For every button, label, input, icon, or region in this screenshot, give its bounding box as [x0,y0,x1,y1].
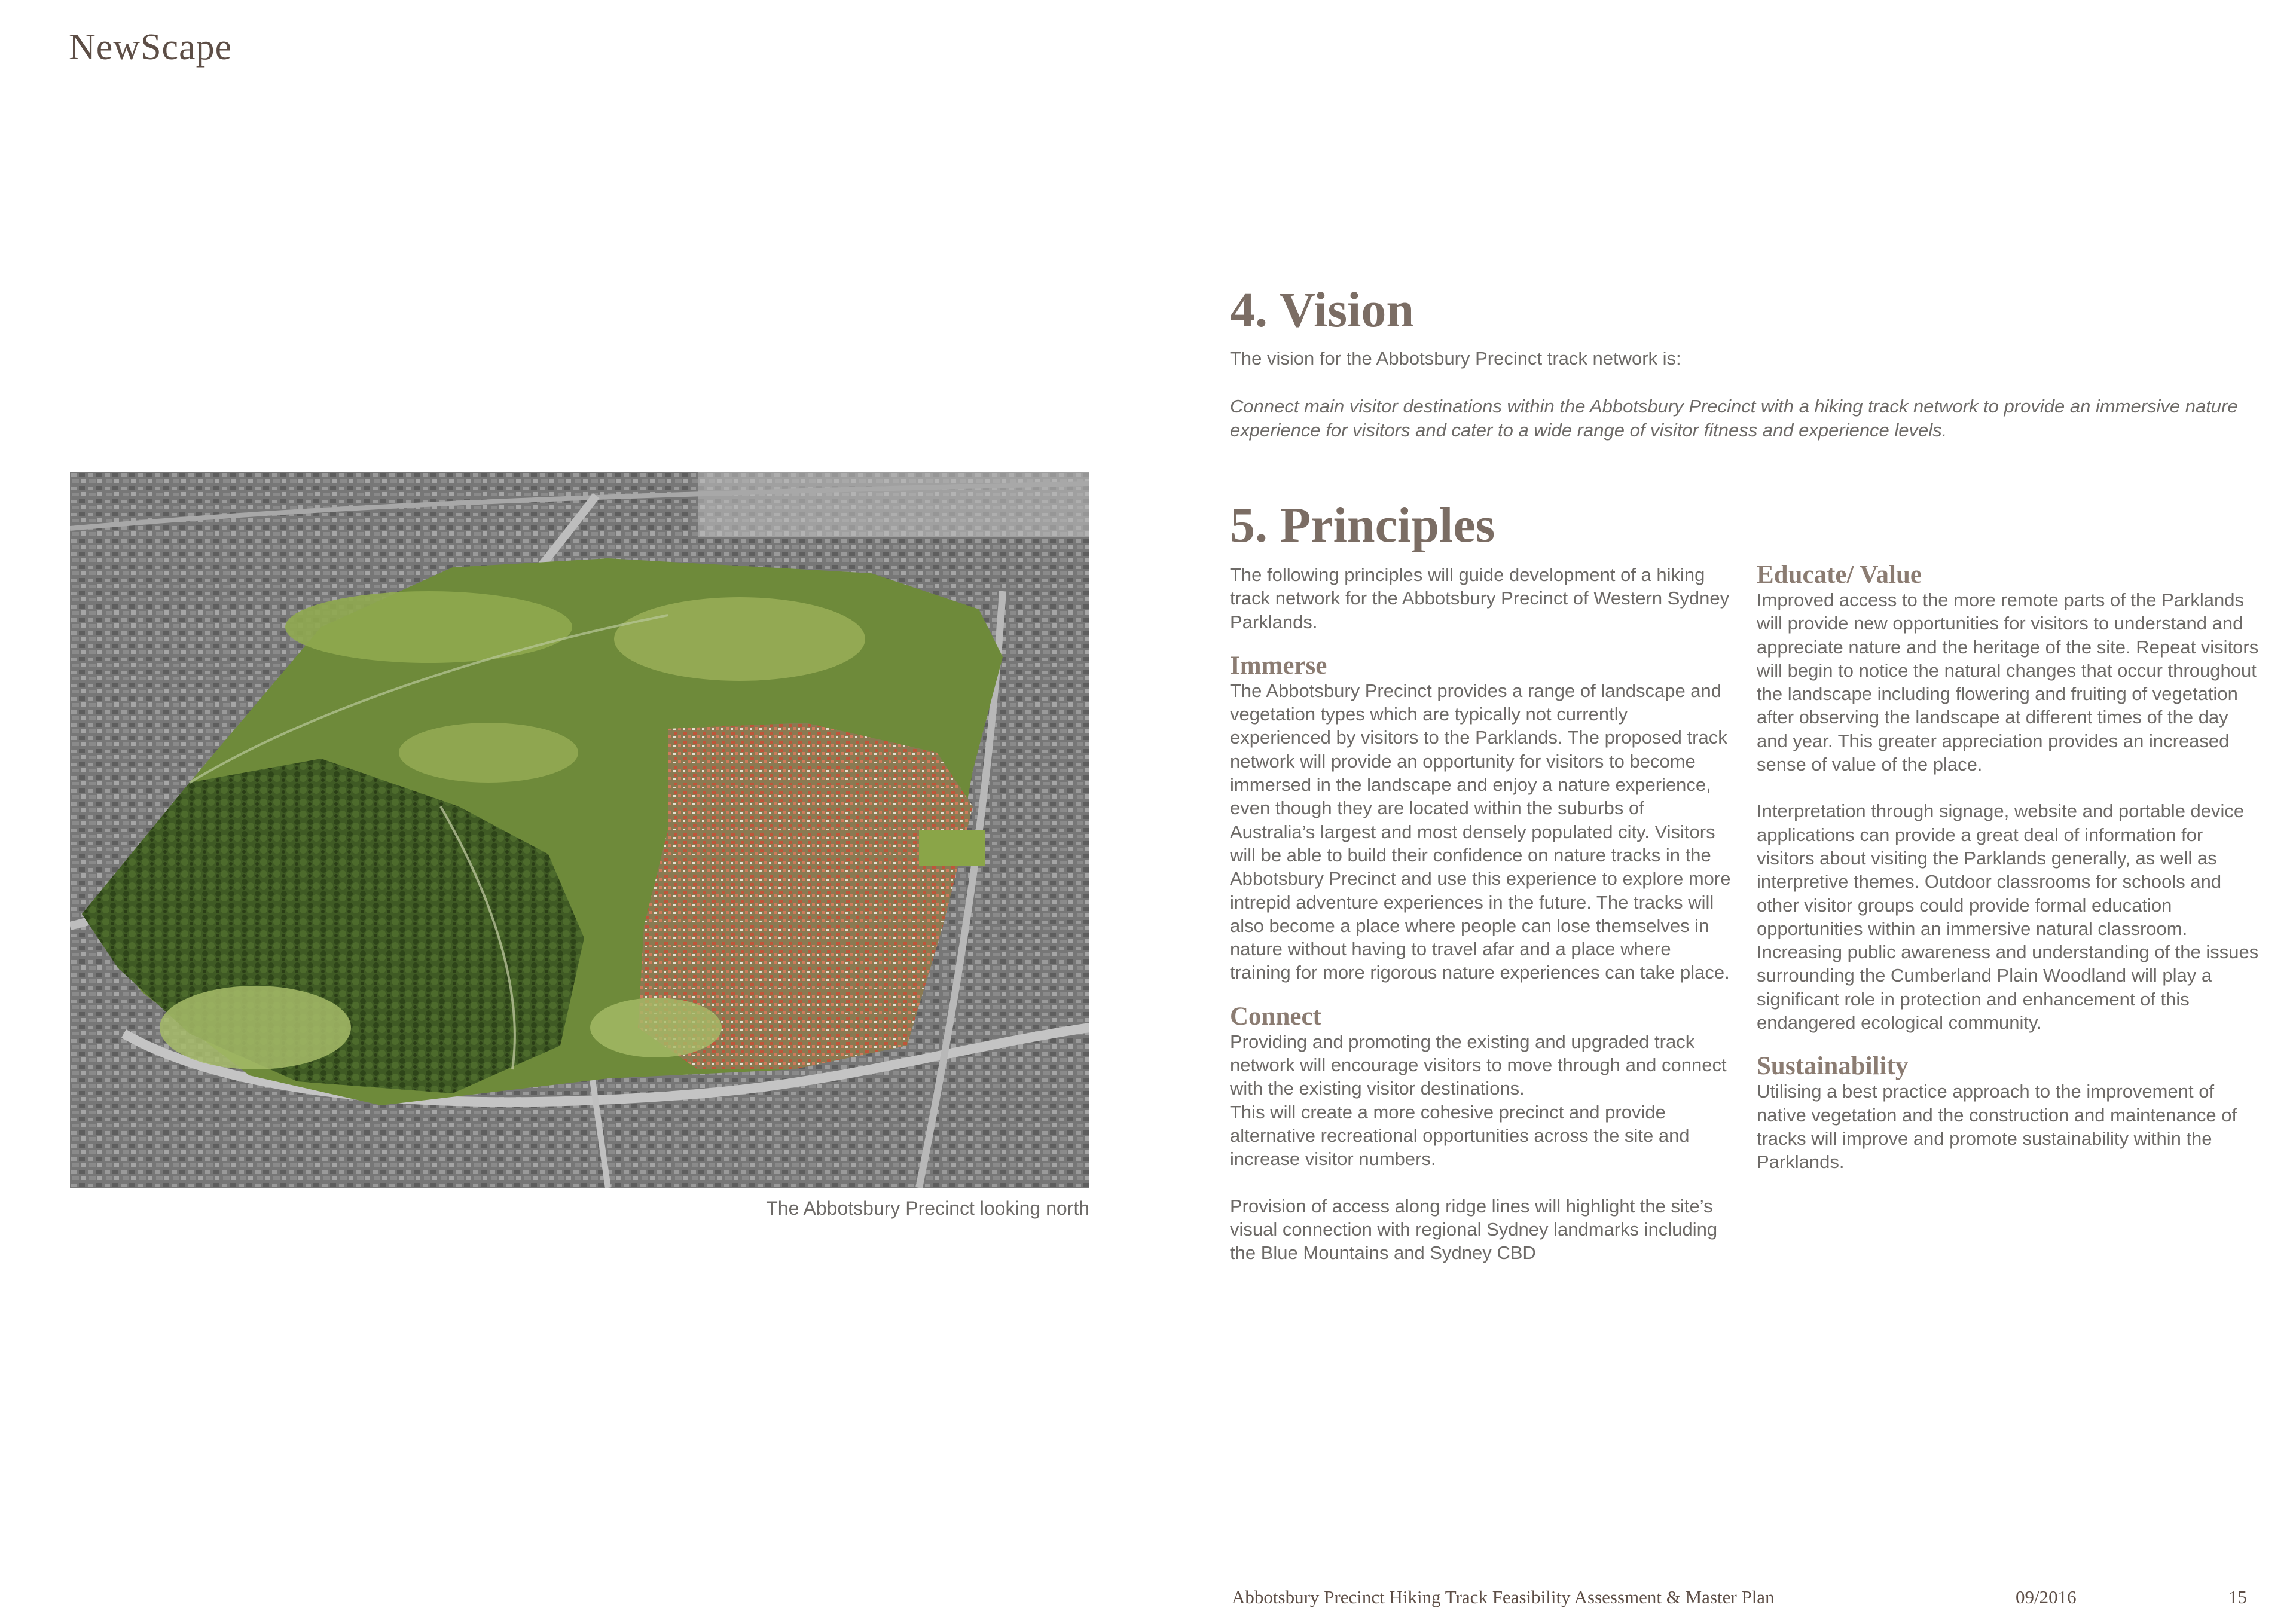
principles-title: 5. Principles [1230,497,1495,553]
connect-body-3: Provision of access along ridge lines will highlight the site’s visual connection with regional Sydney landmarks including the Blue Mountains and Sydney CBD [1230,1195,1718,1264]
connect-body-2: This will create a more cohesive precinct and provide alternative recreational opportunities across the site and increase visitor numbers. [1230,1101,1690,1170]
educate-body-1: Improved access to the more remote parts of the Parklands will provide new opportunities for visitors to understand and appreciate nature and the heritage of the site. Repeat visitors will begin to notice the natural changes that occur throughout the landscape including flowering and fruiting of vegetation after observing the landscape at different times of the day and year. This greater appreciation provides an increased sense of value of the place. [1757,589,2259,775]
page-number: 15 [2228,1587,2247,1607]
aerial-photo-illustration [70,472,1089,1188]
footer-date: 09/2016 [2016,1587,2077,1607]
sustainability-heading: Sustainability [1757,1052,1909,1081]
immerse-heading: Immerse [1230,651,1327,680]
immerse-body: The Abbotsbury Precinct provides a range of landscape and vegetation types which are typically not currently experienced by visitors to the Parklands. The proposed track network will provide an opportunity for visitors to become immersed in the landscape and enjoy a nature experience, even though they are located within the suburbs of Australia’s largest and most densely populated city. Visitors will be able to build their confidence on nature tracks in the Abbotsbury Precinct and use this experience to explore more intrepid adventure experiences in the future. The tracks will also become a place where people can lose themselves in nature without having to travel afar and a place where training for more rigorous nature experiences can take place. [1230,680,1731,983]
educate-body-2: Interpretation through signage, website and portable device applications can provide a great deal of information for visitors about visiting the Parklands generally, as well as interpretive themes. Outdoor classrooms for schools and other visitor groups could provide formal education opportunities within an immersive natural classroom. Increasing public awareness and understanding of the issues surrounding the Cumberland Plain Woodland will play a significant role in protection and enhancement of this endangered ecological community. [1757,800,2259,1034]
connect-heading: Connect [1230,1002,1321,1031]
brand-logo: NewScape [69,27,233,68]
educate-heading: Educate/ Value [1757,561,1922,589]
sustainability-body: Utilising a best practice approach to the improvement of native vegetation and the construction and maintenance of tracks will improve and promote sustainability within the Parklands. [1757,1081,2237,1173]
footer-document-title: Abbotsbury Precinct Hiking Track Feasibility Assessment & Master Plan [1232,1587,1775,1607]
vision-lead: The vision for the Abbotsbury Precinct track network is: [1230,348,1681,369]
connect-body-1: Providing and promoting the existing and upgraded track network will encourage visitors to move through and connect with the existing visitor destinations. [1230,1031,1727,1099]
aerial-photo [70,472,1089,1188]
principles-right-column [1757,562,2259,1174]
figure-caption: The Abbotsbury Precinct looking north [766,1197,1089,1219]
principles-intro: The following principles will guide development of a hiking track network for the Abbotsbury Precinct of Western Sydney Parklands. [1230,564,1730,632]
vision-statement: Connect main visitor destinations within the Abbotsbury Precinct with a hiking track network to provide an immersive nature experience for visitors and cater to a wide range of visitor fitness and experience levels. [1230,396,2238,441]
vision-title: 4. Vision [1230,282,1415,338]
principles-left-column [1230,563,1732,1264]
